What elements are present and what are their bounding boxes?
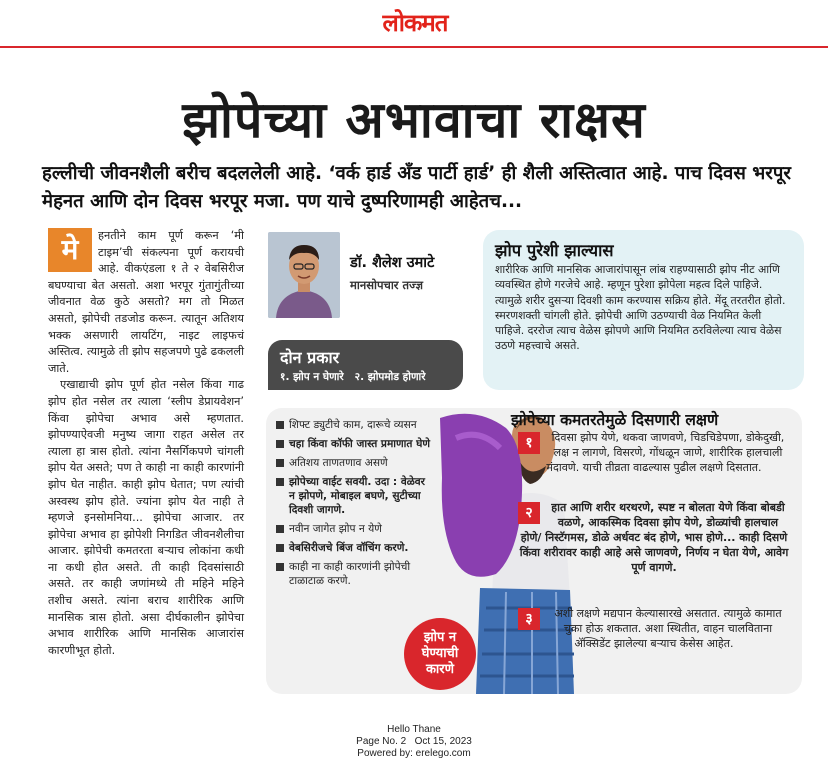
cause-item xyxy=(276,541,434,555)
cause-text: अतिशय ताणतणाव असणे xyxy=(289,457,388,469)
masthead xyxy=(0,0,828,48)
footer-powered: Powered by: erelego.com xyxy=(357,748,471,759)
bullet-square-icon xyxy=(276,440,284,448)
causes-badge xyxy=(404,618,476,690)
causes-list xyxy=(276,418,434,593)
newspaper-logo: लोकमत xyxy=(382,8,448,37)
symptom-text: दिवसा झोप येणे, थकवा जाणवणे, चिडचिडेपणा, डोकेदुखी, लक्ष न लागणे, विसरणे, गोंधळून जाणे, शारीरिक हालचाली मंदावणे. याची तीव्रता वाढल्यास पुढील लक्षणे दिसतात. xyxy=(546,431,785,474)
symptoms-title: झोपेच्या कमतरतेमुळे दिसणारी लक्षणे xyxy=(511,411,719,429)
symptom-number: १ xyxy=(518,432,540,454)
sleep-benefits-text: शारीरिक आणि मानसिक आजारांपासून लांब राहण्यासाठी झोप नीट आणि व्यवस्थित होणे गरजेचे आहे. म्हणून पुरेशा झोपेला महत्व दिले पाहिजे. त्यामुळे शरीर दुसऱ्या दिवशी काम करण्यास सक्रिय होते. मेंदू तरतरीत होतो. स्मरणशक्ती चांगली होते. झोपेची आणि उठण्याची वेळ नियमित केली पाहिजे. दररोज त्याच वेळेस झोपणे आणि नियमित ठरविलेल्या त्याच वेळेस उठणे महत्त्वाचे असते. xyxy=(495,263,786,353)
page-footer xyxy=(0,724,828,760)
cause-item xyxy=(276,560,434,588)
cause-item xyxy=(276,522,434,536)
symptom-number: ३ xyxy=(518,608,540,630)
author-role: मानसोपचार तज्ज्ञ xyxy=(350,278,424,292)
types-box xyxy=(268,340,463,390)
cause-item xyxy=(276,437,434,451)
author-portrait-icon xyxy=(268,232,340,318)
symptom-number: २ xyxy=(518,502,540,524)
body-paragraph-1: हनतीने काम पूर्ण करून ‘मी टाइम’ची संकल्पना पूर्ण करायची आहे. वीकएंडला १ ते २ वेबसिरीज बघण्याचा बेत असतो. अशा भरपूर गुंतागुंतीच्या जीवनात वेळ कुठे असतो? मग तो मिळत असतो, झोपेची तडजोड करून. त्यातून अतिशय भक्क असणारी लायटिंग, नाइट लाइफचं अस्तित्व. त्यामुळे ती झोप सहजपणे पुढे ढकलली जाते. xyxy=(48,229,244,375)
bullet-square-icon xyxy=(276,478,284,486)
footer-page-date xyxy=(0,736,828,748)
cause-text: चहा किंवा कॉफी जास्त प्रमाणात घेणे xyxy=(289,438,431,450)
symptom-item xyxy=(518,430,790,475)
bullet-square-icon xyxy=(276,525,284,533)
types-items xyxy=(280,370,426,384)
cause-text: काही ना काही कारणांनी झोपेची टाळाटाळ करणे. xyxy=(289,561,411,587)
cause-item xyxy=(276,475,434,517)
author-name: डॉ. शैलेश उमाटे xyxy=(350,255,435,271)
symptom-item xyxy=(518,606,790,651)
badge-line-1: झोप न xyxy=(423,630,457,645)
type-item-1: १. झोप न घेणारे xyxy=(280,371,344,383)
sleep-benefits-title: झोप पुरेशी झाल्यास xyxy=(495,241,614,260)
footer-page: Page No. 2 xyxy=(356,736,407,747)
bullet-square-icon xyxy=(276,563,284,571)
body-paragraph-2: एखाद्याची झोप पूर्ण होत नसेल किंवा गाढ झोप होत नसेल तर त्याला ‘स्लीप डेप्रायवेशन’ किंवा झोपेचा अभाव असे म्हणतात. झोपण्याऐवजी मनुष्य जागा राहत असेल तर त्याला हा त्रास होतो. त्यांना नैसर्गिकपणे चांगली झोप येत असते; पण ते काही ना काही कारणांनी झोप घेत नाहीत. काही झोप घेतात; पण त्यांची अस्वस्थ झोप होते. ज्यांना झोप येत नाही ते म्हणजे इनसोमनिया... झोपेचा आजार. तर झोपेचा अभाव हा झोपेशी निगडित जीवनशैलीचा आजार. झोपेची कमतरता बऱ्याच लोकांना कधी ना कधी होत असते. ती काही दिवसांसाठी असते. तर काही जणांमध्ये ती महिने महिने तशीच असते. त्यांना बराच शारीरिक आणि मानसिक त्रास होतो. असा दीर्घकालीन झोपेचा अभाव शारीरिक आणि मानसिक आजारांस कारणीभूत होतो. xyxy=(48,378,244,657)
footer-date: Oct 15, 2023 xyxy=(414,736,472,747)
article-body xyxy=(48,228,244,659)
article-headline: झोपेच्या अभावाचा राक्षस xyxy=(182,91,646,149)
symptom-item xyxy=(518,500,790,575)
cause-item xyxy=(276,456,434,470)
symptom-text: हात आणि शरीर थरथरणे, स्पष्ट न बोलता येणे किंवा बोबडी वळणे, आकस्मिक दिवसा झोप येणे, डोळ्यांची हालचाल होणे/ निस्टॅगमस, डोळे अर्धवट बंद होणे, भास होणे... काही दिसणे किंवा शरीरावर काही आहे असे जाणवणे, निर्णय न घेता येणे, आवेग पूर्ण वागणे. xyxy=(519,501,789,574)
cause-text: वेबसिरीजचे बिंज वॉचिंग करणे. xyxy=(289,542,409,554)
article-intro: हल्लीची जीवनशैली बरीच बदललेली आहे. ‘वर्क हार्ड अँड पार्टी हार्ड’ ही शैली अस्तित्वात आहे. पाच दिवस भरपूर मेहनत आणि दोन दिवस भरपूर मजा. पण याचे दुष्परिणामही आहेतच... xyxy=(42,163,791,212)
author-photo xyxy=(268,232,340,318)
type-item-2: २. झोपमोड होणारे xyxy=(354,371,426,383)
footer-edition: Hello Thane xyxy=(387,724,441,735)
symptom-text: अशी लक्षणे मद्यपान केल्यासारखे असतात. त्यामुळे कामात चुका होऊ शकतात. अशा स्थितीत, वाहन चालविताना ॲक्सिडेंट झालेल्या बऱ्याच केसेस आहेत. xyxy=(554,607,782,650)
cause-text: शिफ्ट ड्युटीचे काम, दारूचे व्यसन xyxy=(289,419,417,431)
cause-text: झोपेच्या वाईट सवयी. उदा : वेळेवर न झोपणे, मोबाइल बघणे, सुटीच्या दिवशी जागणे. xyxy=(289,476,426,516)
types-title: दोन प्रकार xyxy=(280,348,340,367)
cause-text: नवीन जागेत झोप न येणे xyxy=(289,523,382,535)
badge-line-3: कारणे xyxy=(425,662,455,677)
bullet-square-icon xyxy=(276,421,284,429)
drop-cap: मे xyxy=(48,228,92,272)
bullet-square-icon xyxy=(276,544,284,552)
main-infographic-panel xyxy=(266,408,802,694)
sleep-benefits-box xyxy=(483,230,804,390)
bullet-square-icon xyxy=(276,459,284,467)
badge-line-2: घेण्याची xyxy=(421,646,459,661)
cause-item xyxy=(276,418,434,432)
